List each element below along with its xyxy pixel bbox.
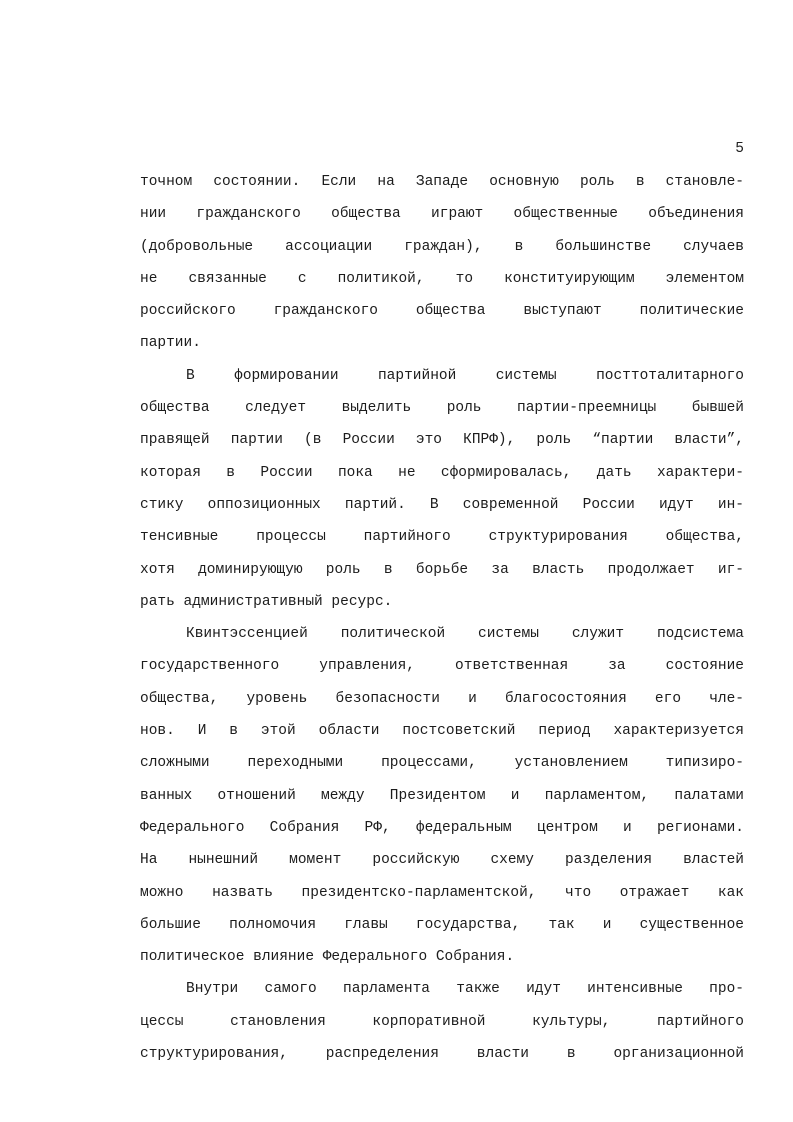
- text-line: ванных отношений между Президентом и парламентом, палатами: [140, 787, 744, 804]
- text-line: (добровольные ассоциации граждан), в большинстве случаев: [140, 238, 744, 255]
- text-line: хотя доминирующую роль в борьбе за власть продолжает иг-: [140, 561, 744, 578]
- paragraph-2: [140, 360, 744, 618]
- paragraph-4: [140, 973, 744, 1070]
- text-line: можно назвать президентско-парламентской, что отражает как: [140, 884, 744, 901]
- text-line: большие полномочия главы государства, так и существенное: [140, 916, 744, 933]
- text-line: цессы становления корпоративной культуры, партийного: [140, 1013, 744, 1030]
- text-line: нии гражданского общества играют общественные объединения: [140, 206, 744, 223]
- text-line: тенсивные процессы партийного структурирования общества,: [140, 529, 744, 546]
- text-line: рать административный ресурс.: [140, 593, 393, 610]
- paragraph-1: [140, 166, 744, 360]
- text-line: В формировании партийной системы посттоталитарного: [186, 367, 744, 384]
- text-line: Федерального Собрания РФ, федеральным центром и регионами.: [140, 819, 744, 836]
- text-line: нов. И в этой области постсоветский период характеризуется: [140, 723, 744, 740]
- text-line: российского гражданского общества выступают политические: [140, 303, 744, 320]
- text-line: партии.: [140, 335, 201, 352]
- text-line: точном состоянии. Если на Западе основную роль в становле-: [140, 174, 744, 190]
- text-line: которая в России пока не сформировалась, дать характери-: [140, 464, 744, 481]
- text-line: общества, уровень безопасности и благосостояния его чле-: [140, 690, 744, 707]
- text-line: политическое влияние Федерального Собрания.: [140, 949, 515, 966]
- page-number: 5: [735, 141, 744, 157]
- paragraph-3: [140, 618, 744, 973]
- body-text: [140, 166, 744, 1070]
- text-line: Квинтэссенцией политической системы служит подсистема: [186, 626, 744, 643]
- text-line: государственного управления, ответственная за состояние: [140, 658, 744, 675]
- text-line: стику оппозиционных партий. В современной России идут ин-: [140, 496, 744, 513]
- text-line: структурирования, распределения власти в организационной: [140, 1046, 744, 1063]
- text-line: Внутри самого парламента также идут интенсивные про-: [186, 981, 744, 998]
- text-line: На нынешний момент российскую схему разделения властей: [140, 852, 744, 869]
- text-line: не связанные с политикой, то конституирующим элементом: [140, 270, 744, 287]
- text-line: общества следует выделить роль партии-преемницы бывшей: [140, 400, 744, 417]
- text-line: правящей партии (в России это КПРФ), роль “партии власти”,: [140, 432, 744, 449]
- text-line: сложными переходными процессами, установлением типизиро-: [140, 755, 744, 772]
